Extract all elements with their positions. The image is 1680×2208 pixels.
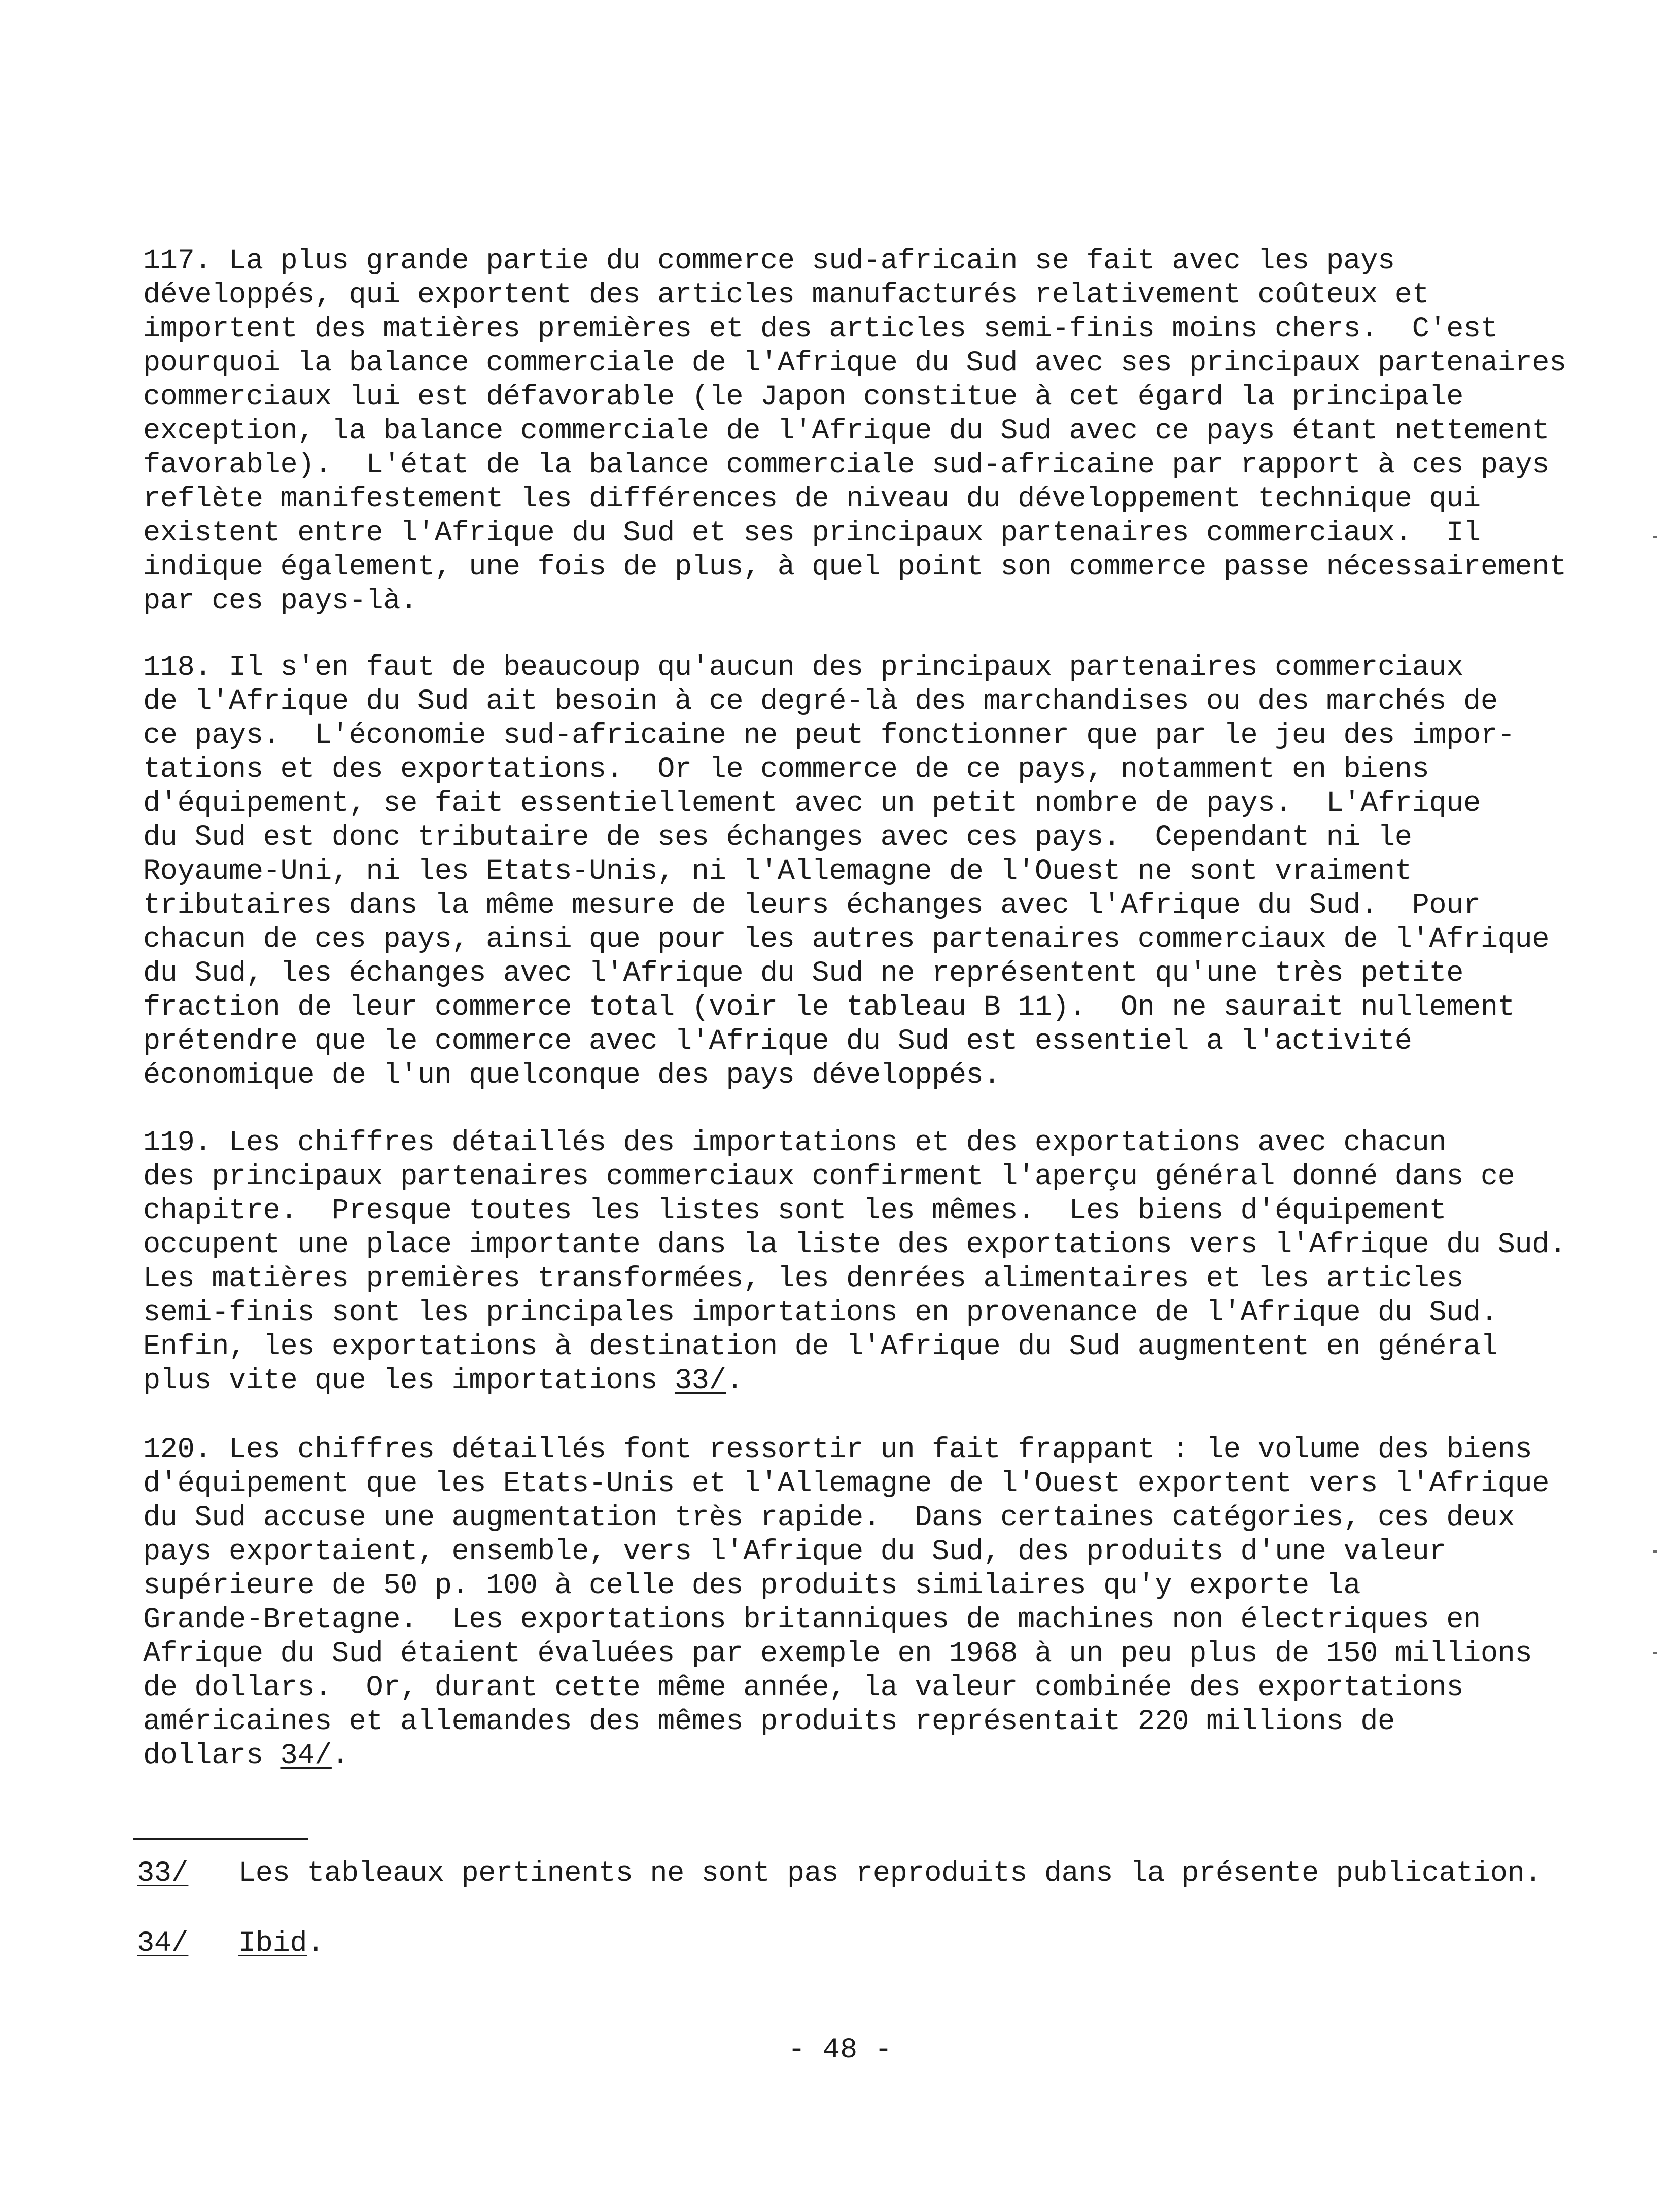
paragraph-line: économique de l'un quelconque des pays développés. [143,1059,1001,1092]
paragraph-line: existent entre l'Afrique du Sud et ses principaux partenaires commerciaux. Il [143,517,1481,549]
line-text: dollars [143,1740,281,1772]
paragraph-line: d'équipement que les Etats-Unis et l'Allemagne de l'Ouest exportent vers l'Afrique [143,1468,1550,1500]
line-end: . [726,1365,744,1397]
paragraph-line: exception, la balance commerciale de l'Afrique du Sud avec ce pays étant nettement [143,415,1550,447]
paragraph-120 [143,1433,1550,1773]
footnote-text: Ibid [238,1927,307,1960]
footnote-reference-33[interactable]: 33/ [674,1365,726,1397]
paragraph-line: pourquoi la balance commerciale de l'Afrique du Sud avec ses principaux partenaires [143,347,1566,380]
paragraph-line: tations et des exportations. Or le commerce de ce pays, notamment en biens [143,753,1429,786]
paragraph-line: de l'Afrique du Sud ait besoin à ce degré-là des marchandises ou des marchés de [143,685,1498,718]
footnote-34 [137,1927,324,1961]
line-text: plus vite que les importations [143,1365,675,1397]
footnote-text: Les tableaux pertinents ne sont pas reproduits dans la présente publication. [238,1857,1542,1890]
paragraph-line: tributaires dans la même mesure de leurs échanges avec l'Afrique du Sud. Pour [143,889,1481,922]
paragraph-line: des principaux partenaires commerciaux confirment l'aperçu général donné dans ce [143,1161,1515,1193]
footnote-end: . [307,1927,325,1960]
paragraph-line: supérieure de 50 p. 100 à celle des produits similaires qu'y exporte la [143,1570,1361,1602]
line-end: . [331,1740,349,1772]
paragraph-line: favorable). L'état de la balance commerciale sud-africaine par rapport à ces pays [143,449,1550,481]
paragraph-line [143,1739,1543,1773]
paragraph-line: ce pays. L'économie sud-africaine ne peut fonctionner que par le jeu des impor- [143,719,1515,752]
paragraph-line: de dollars. Or, durant cette même année, la valeur combinée des exportations [143,1672,1464,1704]
footnote-mark: 34/ [137,1927,189,1960]
paragraph-line: semi-finis sont les principales importations en provenance de l'Afrique du Sud. [143,1297,1498,1329]
footnote-separator [133,1838,308,1840]
paragraph-line: du Sud, les échanges avec l'Afrique du Sud ne représentent qu'une très petite [143,957,1464,990]
margin-mark [1653,1550,1657,1552]
paragraph-line: par ces pays-là. [143,585,417,617]
paragraph-line: chacun de ces pays, ainsi que pour les autres partenaires commerciaux de l'Afrique [143,923,1550,956]
paragraph-line: Enfin, les exportations à destination de l'Afrique du Sud augmentent en général [143,1331,1498,1363]
paragraph-line: d'équipement, se fait essentiellement avec un petit nombre de pays. L'Afrique [143,787,1481,820]
paragraph-line: importent des matières premières et des articles semi-finis moins chers. C'est [143,313,1498,346]
paragraph-line: Royaume-Uni, ni les Etats-Unis, ni l'Allemagne de l'Ouest ne sont vraiment [143,855,1412,888]
paragraph-line: développés, qui exportent des articles manufacturés relativement coûteux et [143,279,1429,312]
paragraph-line: occupent une place importante dans la liste des exportations vers l'Afrique du Sud. [143,1229,1566,1261]
margin-mark [1653,1652,1657,1654]
paragraph-line: Grande-Bretagne. Les exportations britanniques de machines non électriques en [143,1604,1481,1636]
paragraph-line: américaines et allemandes des mêmes produits représentait 220 millions de [143,1706,1395,1738]
footnote-reference-34[interactable]: 34/ [280,1740,332,1772]
paragraph-line [143,1364,1543,1398]
paragraph-line: 120. Les chiffres détaillés font ressortir un fait frappant : le volume des biens [143,1434,1532,1466]
paragraph-line: du Sud accuse une augmentation très rapide. Dans certaines catégories, ces deux [143,1502,1515,1534]
paragraph-line: commerciaux lui est défavorable (le Japon constitue à cet égard la principale [143,381,1464,413]
paragraph-line: pays exportaient, ensemble, vers l'Afrique du Sud, des produits d'une valeur [143,1536,1447,1568]
paragraph-line: reflète manifestement les différences de niveau du développement technique qui [143,483,1481,515]
paragraph-line: 117. La plus grande partie du commerce sud-africain se fait avec les pays [143,245,1395,278]
paragraph-line: chapitre. Presque toutes les listes sont les mêmes. Les biens d'équipement [143,1195,1447,1227]
paragraph-line: indique également, une fois de plus, à quel point son commerce passe nécessairement [143,551,1566,583]
paragraph-119 [143,1126,1566,1398]
paragraph-line: 118. Il s'en faut de beaucoup qu'aucun des principaux partenaires commerciaux [143,651,1464,684]
paragraph-line: 119. Les chiffres détaillés des importations et des exportations avec chacun [143,1127,1447,1159]
paragraph-line: Les matières premières transformées, les denrées alimentaires et les articles [143,1263,1464,1295]
paragraph-line: du Sud est donc tributaire de ses échanges avec ces pays. Cependant ni le [143,821,1412,854]
margin-mark [1653,536,1657,538]
footnote-mark: 33/ [137,1857,189,1890]
page-number: - 48 - [788,2034,892,2066]
paragraph-line: Afrique du Sud étaient évaluées par exemple en 1968 à un peu plus de 150 millions [143,1638,1532,1670]
paragraph-117 [143,245,1566,618]
paragraph-118 [143,651,1550,1093]
paragraph-line: fraction de leur commerce total (voir le tableau B 11). On ne saurait nullement [143,991,1515,1024]
paragraph-line: prétendre que le commerce avec l'Afrique du Sud est essentiel a l'activité [143,1025,1412,1058]
footnote-33 [137,1857,1542,1891]
